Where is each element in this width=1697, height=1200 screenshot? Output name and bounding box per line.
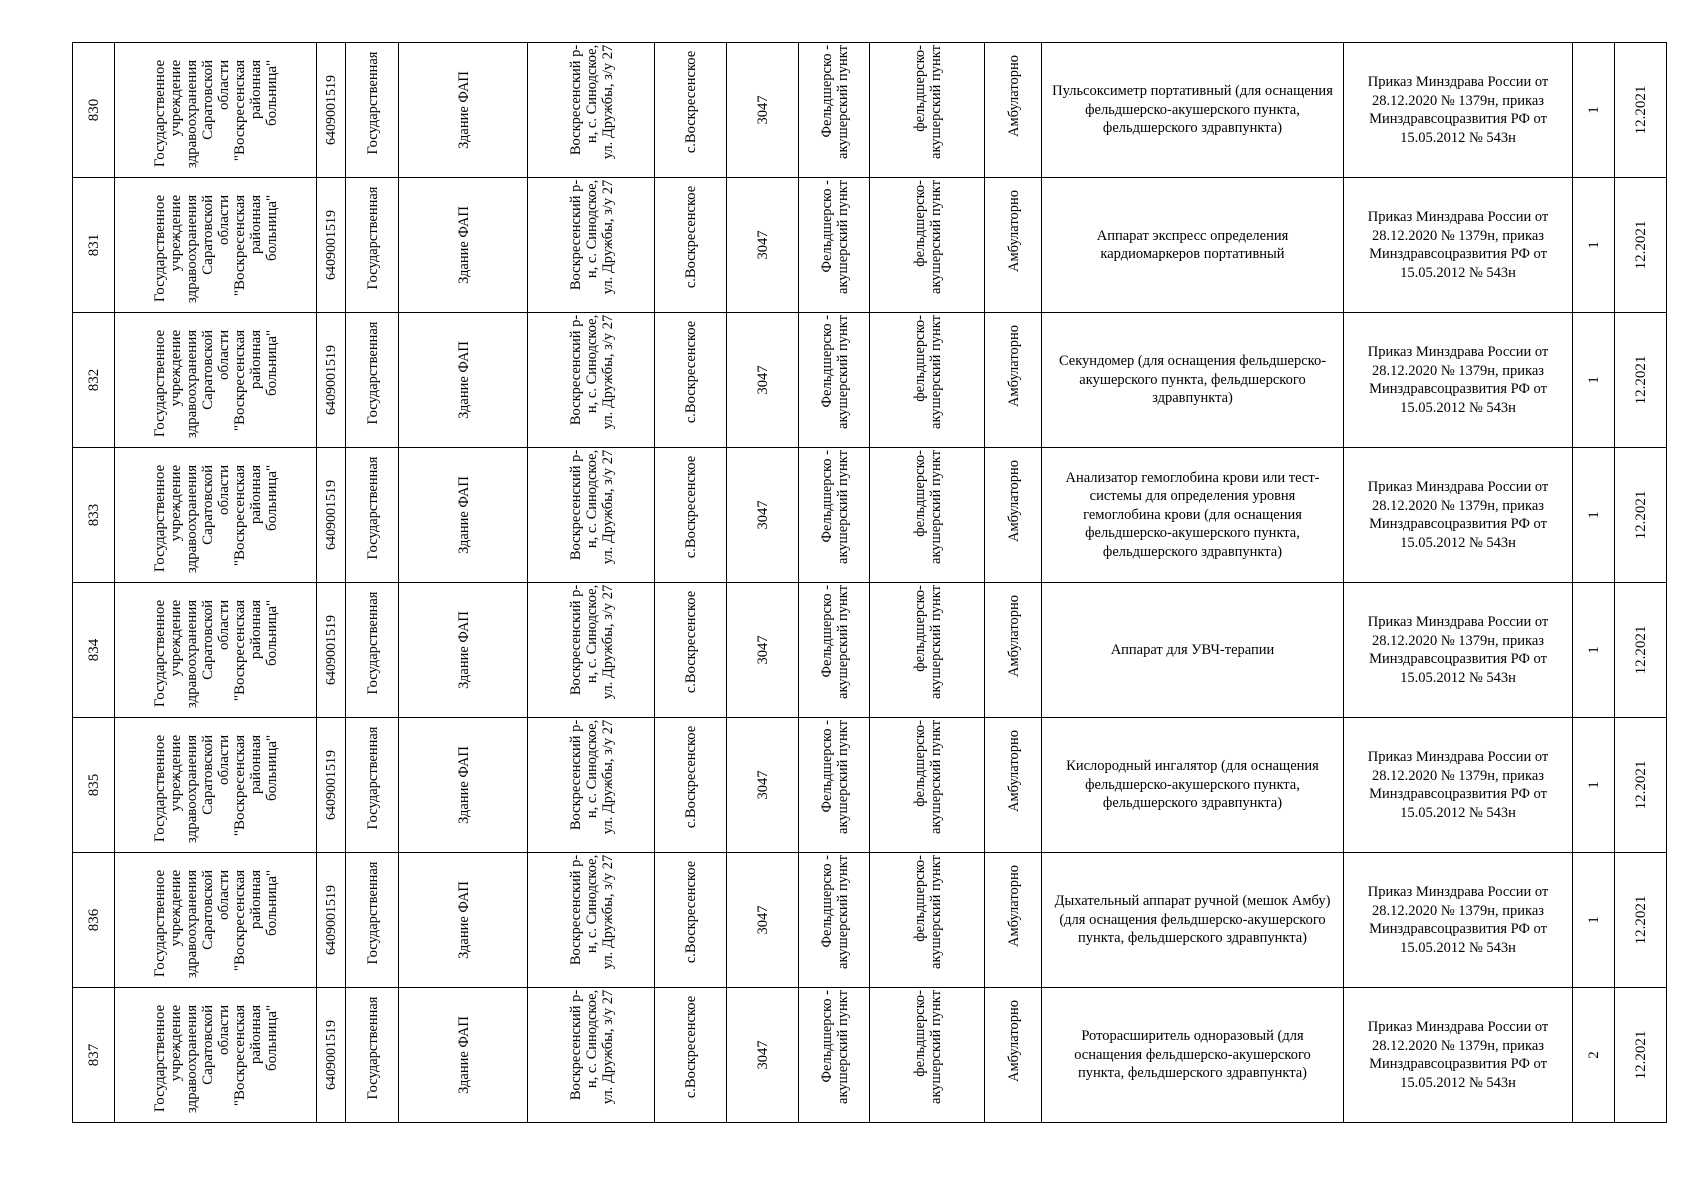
inn-cell-text: 6409001519 <box>323 345 339 415</box>
unit-name-cell-text: фельдшерско- акушерский пункт <box>911 315 944 429</box>
equipment-cell-text: Анализатор гемоглобина крови или тест-системы для определения уровня гемоглобина крови (для оснащения фельдшерско-акушерского пункта, фельдшерского здравпункта) <box>1065 469 1320 560</box>
quantity-cell <box>1573 988 1615 1123</box>
ownership-cell-text: Государственная <box>364 321 381 424</box>
date-cell <box>1615 988 1667 1123</box>
code-cell <box>727 313 799 448</box>
unit-type-cell-text: Фельдшерско - акушерский пункт <box>818 855 851 969</box>
code-cell-text: 3047 <box>755 365 771 395</box>
address-cell <box>528 313 655 448</box>
care-type-cell <box>985 43 1042 178</box>
address-cell-text: Воскресенский р- н, с. Синодское, ул. Дружбы, з/у 27 <box>567 719 616 835</box>
quantity-cell-text: 1 <box>1586 781 1602 789</box>
address-cell-text: Воскресенский р- н, с. Синодское, ул. Дружбы, з/у 27 <box>567 584 616 700</box>
row-number-cell <box>73 43 115 178</box>
locality-cell <box>655 313 727 448</box>
equipment-cell-text: Аппарат экспресс определения кардиомаркеров портативный <box>1096 227 1289 262</box>
quantity-cell-text: 1 <box>1586 106 1602 114</box>
equipment-cell <box>1042 448 1344 583</box>
address-cell <box>528 448 655 583</box>
care-type-cell <box>985 583 1042 718</box>
quantity-cell-text: 2 <box>1586 1051 1602 1059</box>
table-row <box>73 988 1667 1123</box>
building-cell-text: Здание ФАП <box>455 746 472 824</box>
unit-type-cell <box>799 583 870 718</box>
address-cell-text: Воскресенский р- н, с. Синодское, ул. Дружбы, з/у 27 <box>567 854 616 970</box>
table-row <box>73 718 1667 853</box>
unit-type-cell <box>799 853 870 988</box>
code-cell-text: 3047 <box>755 635 771 665</box>
equipment-cell <box>1042 178 1344 313</box>
date-cell-text: 12.2021 <box>1633 355 1649 405</box>
equipment-cell <box>1042 988 1344 1123</box>
care-type-cell <box>985 313 1042 448</box>
organization-cell <box>115 313 317 448</box>
address-cell-text: Воскресенский р- н, с. Синодское, ул. Дружбы, з/у 27 <box>567 179 616 295</box>
unit-name-cell-text: фельдшерско- акушерский пункт <box>911 45 944 159</box>
regulation-cell-text: Приказ Минздрава России от 28.12.2020 № 1379н, приказ Минздравсоцразвития РФ от 15.05.2012 № 543н <box>1367 614 1549 686</box>
date-cell-text: 12.2021 <box>1633 760 1649 810</box>
date-cell-text: 12.2021 <box>1633 490 1649 540</box>
unit-type-cell-text: Фельдшерско - акушерский пункт <box>818 315 851 429</box>
ownership-cell <box>346 988 399 1123</box>
date-cell-text: 12.2021 <box>1633 895 1649 945</box>
date-cell <box>1615 313 1667 448</box>
organization-cell <box>115 43 317 178</box>
locality-cell <box>655 853 727 988</box>
unit-name-cell <box>870 583 985 718</box>
unit-type-cell-text: Фельдшерско - акушерский пункт <box>818 720 851 834</box>
inn-cell-text: 6409001519 <box>323 210 339 280</box>
address-cell <box>528 43 655 178</box>
locality-cell-text: с.Воскресенское <box>683 860 699 964</box>
ownership-cell <box>346 313 399 448</box>
equipment-cell-text: Роторасширитель одноразовый (для оснащения фельдшерско-акушерского пункта, фельдшерского здравпункта) <box>1074 1028 1311 1082</box>
equipment-cell-text: Дыхательный аппарат ручной (мешок Амбу) (для оснащения фельдшерско-акушерского пункта, фельдшерского здравпункта) <box>1054 893 1331 947</box>
ownership-cell-text: Государственная <box>364 456 381 559</box>
row-number-cell-text: 835 <box>86 773 102 797</box>
quantity-cell-text: 1 <box>1586 376 1602 384</box>
unit-type-cell <box>799 988 870 1123</box>
ownership-cell-text: Государственная <box>364 591 381 694</box>
inn-cell-text: 6409001519 <box>323 750 339 820</box>
inn-cell <box>317 583 346 718</box>
equipment-cell-text: Секундомер (для оснащения фельдшерско-акушерского пункта, фельдшерского здравпункта) <box>1058 353 1327 407</box>
unit-type-cell <box>799 178 870 313</box>
date-cell <box>1615 718 1667 853</box>
row-number-cell <box>73 583 115 718</box>
care-type-cell <box>985 448 1042 583</box>
code-cell <box>727 988 799 1123</box>
inn-cell-text: 6409001519 <box>323 885 339 955</box>
inn-cell-text: 6409001519 <box>323 615 339 685</box>
equipment-cell <box>1042 43 1344 178</box>
organization-cell <box>115 178 317 313</box>
address-cell-text: Воскресенский р- н, с. Синодское, ул. Дружбы, з/у 27 <box>567 449 616 565</box>
unit-name-cell-text: фельдшерско- акушерский пункт <box>911 990 944 1104</box>
unit-name-cell-text: фельдшерско- акушерский пункт <box>911 450 944 564</box>
code-cell-text: 3047 <box>755 500 771 530</box>
regulation-cell <box>1344 43 1573 178</box>
inn-cell <box>317 43 346 178</box>
regulation-cell <box>1344 583 1573 718</box>
organization-cell <box>115 583 317 718</box>
ownership-cell <box>346 448 399 583</box>
care-type-cell-text: Амбулаторно <box>1005 459 1022 543</box>
code-cell-text: 3047 <box>755 770 771 800</box>
unit-name-cell <box>870 718 985 853</box>
locality-cell-text: с.Воскресенское <box>683 320 699 424</box>
date-cell <box>1615 178 1667 313</box>
row-number-cell-text: 830 <box>86 98 102 122</box>
code-cell <box>727 178 799 313</box>
unit-name-cell <box>870 853 985 988</box>
building-cell <box>399 583 528 718</box>
organization-cell-text: Государственное учреждение здравоохранения Саратовской области "Воскресенская районная больница" <box>152 869 280 979</box>
organization-cell <box>115 988 317 1123</box>
regulation-cell <box>1344 988 1573 1123</box>
date-cell-text: 12.2021 <box>1633 1030 1649 1080</box>
row-number-cell <box>73 178 115 313</box>
care-type-cell <box>985 853 1042 988</box>
address-cell <box>528 853 655 988</box>
quantity-cell-text: 1 <box>1586 511 1602 519</box>
code-cell <box>727 43 799 178</box>
code-cell <box>727 448 799 583</box>
unit-name-cell <box>870 313 985 448</box>
organization-cell-text: Государственное учреждение здравоохранения Саратовской области "Воскресенская районная больница" <box>152 734 280 844</box>
code-cell <box>727 718 799 853</box>
date-cell <box>1615 43 1667 178</box>
ownership-cell <box>346 853 399 988</box>
table-row <box>73 178 1667 313</box>
unit-type-cell-text: Фельдшерско - акушерский пункт <box>818 45 851 159</box>
row-number-cell <box>73 718 115 853</box>
address-cell <box>528 718 655 853</box>
care-type-cell-text: Амбулаторно <box>1005 189 1022 273</box>
locality-cell <box>655 178 727 313</box>
regulation-cell-text: Приказ Минздрава России от 28.12.2020 № 1379н, приказ Минздравсоцразвития РФ от 15.05.2012 № 543н <box>1367 1019 1549 1091</box>
unit-type-cell-text: Фельдшерско - акушерский пункт <box>818 585 851 699</box>
code-cell-text: 3047 <box>755 95 771 125</box>
quantity-cell <box>1573 448 1615 583</box>
inn-cell <box>317 853 346 988</box>
inn-cell-text: 6409001519 <box>323 1020 339 1090</box>
ownership-cell <box>346 718 399 853</box>
care-type-cell-text: Амбулаторно <box>1005 729 1022 813</box>
locality-cell-text: с.Воскресенское <box>683 455 699 559</box>
regulation-cell <box>1344 313 1573 448</box>
unit-name-cell <box>870 43 985 178</box>
equipment-cell-text: Пульсоксиметр портативный (для оснащения фельдшерско-акушерского пункта, фельдшерского здравпункта) <box>1052 83 1333 137</box>
unit-type-cell <box>799 43 870 178</box>
building-cell <box>399 178 528 313</box>
row-number-cell-text: 832 <box>86 368 102 392</box>
address-cell-text: Воскресенский р- н, с. Синодское, ул. Дружбы, з/у 27 <box>567 989 616 1105</box>
quantity-cell <box>1573 718 1615 853</box>
ownership-cell-text: Государственная <box>364 51 381 154</box>
date-cell-text: 12.2021 <box>1633 625 1649 675</box>
address-cell-text: Воскресенский р- н, с. Синодское, ул. Дружбы, з/у 27 <box>567 44 616 160</box>
ownership-cell-text: Государственная <box>364 186 381 289</box>
ownership-cell-text: Государственная <box>364 726 381 829</box>
regulation-cell-text: Приказ Минздрава России от 28.12.2020 № 1379н, приказ Минздравсоцразвития РФ от 15.05.2012 № 543н <box>1367 344 1549 416</box>
inn-cell <box>317 988 346 1123</box>
code-cell <box>727 583 799 718</box>
unit-name-cell <box>870 178 985 313</box>
building-cell-text: Здание ФАП <box>455 611 472 689</box>
inn-cell <box>317 313 346 448</box>
table-row <box>73 43 1667 178</box>
quantity-cell <box>1573 853 1615 988</box>
locality-cell-text: с.Воскресенское <box>683 50 699 154</box>
row-number-cell <box>73 313 115 448</box>
organization-cell <box>115 448 317 583</box>
unit-type-cell <box>799 448 870 583</box>
organization-cell-text: Государственное учреждение здравоохранения Саратовской области "Воскресенская районная больница" <box>152 329 280 439</box>
date-cell <box>1615 448 1667 583</box>
regulation-cell-text: Приказ Минздрава России от 28.12.2020 № 1379н, приказ Минздравсоцразвития РФ от 15.05.2012 № 543н <box>1367 884 1549 956</box>
row-number-cell-text: 837 <box>86 1043 102 1067</box>
locality-cell-text: с.Воскресенское <box>683 995 699 1099</box>
locality-cell <box>655 988 727 1123</box>
building-cell <box>399 43 528 178</box>
care-type-cell <box>985 718 1042 853</box>
regulation-cell-text: Приказ Минздрава России от 28.12.2020 № 1379н, приказ Минздравсоцразвития РФ от 15.05.2012 № 543н <box>1367 209 1549 281</box>
locality-cell-text: с.Воскресенское <box>683 590 699 694</box>
unit-name-cell-text: фельдшерско- акушерский пункт <box>911 180 944 294</box>
row-number-cell-text: 833 <box>86 503 102 527</box>
quantity-cell <box>1573 43 1615 178</box>
organization-cell-text: Государственное учреждение здравоохранения Саратовской области "Воскресенская районная больница" <box>152 464 280 574</box>
unit-name-cell-text: фельдшерско- акушерский пункт <box>911 585 944 699</box>
unit-type-cell-text: Фельдшерско - акушерский пункт <box>818 450 851 564</box>
organization-cell-text: Государственное учреждение здравоохранения Саратовской области "Воскресенская районная больница" <box>152 1004 280 1114</box>
locality-cell <box>655 43 727 178</box>
ownership-cell <box>346 178 399 313</box>
building-cell-text: Здание ФАП <box>455 341 472 419</box>
care-type-cell <box>985 178 1042 313</box>
row-number-cell-text: 831 <box>86 233 102 257</box>
address-cell-text: Воскресенский р- н, с. Синодское, ул. Дружбы, з/у 27 <box>567 314 616 430</box>
inn-cell <box>317 448 346 583</box>
unit-type-cell-text: Фельдшерско - акушерский пункт <box>818 180 851 294</box>
code-cell-text: 3047 <box>755 1040 771 1070</box>
row-number-cell-text: 836 <box>86 908 102 932</box>
care-type-cell-text: Амбулаторно <box>1005 594 1022 678</box>
regulation-cell <box>1344 178 1573 313</box>
code-cell-text: 3047 <box>755 230 771 260</box>
equipment-cell-text: Кислородный ингалятор (для оснащения фельдшерско-акушерского пункта, фельдшерского здравпункта) <box>1066 758 1319 812</box>
inn-cell-text: 6409001519 <box>323 75 339 145</box>
address-cell <box>528 583 655 718</box>
unit-name-cell-text: фельдшерско- акушерский пункт <box>911 855 944 969</box>
table-row <box>73 853 1667 988</box>
organization-cell <box>115 853 317 988</box>
care-type-cell <box>985 988 1042 1123</box>
date-cell <box>1615 583 1667 718</box>
unit-type-cell <box>799 313 870 448</box>
care-type-cell-text: Амбулаторно <box>1005 54 1022 138</box>
regulation-cell-text: Приказ Минздрава России от 28.12.2020 № 1379н, приказ Минздравсоцразвития РФ от 15.05.2012 № 543н <box>1367 749 1549 821</box>
building-cell-text: Здание ФАП <box>455 71 472 149</box>
organization-cell-text: Государственное учреждение здравоохранения Саратовской области "Воскресенская районная больница" <box>152 59 280 169</box>
quantity-cell-text: 1 <box>1586 241 1602 249</box>
equipment-cell-text: Аппарат для УВЧ-терапии <box>1110 641 1275 658</box>
equipment-cell <box>1042 583 1344 718</box>
quantity-cell-text: 1 <box>1586 916 1602 924</box>
building-cell-text: Здание ФАП <box>455 1016 472 1094</box>
regulation-cell <box>1344 718 1573 853</box>
locality-cell-text: с.Воскресенское <box>683 185 699 289</box>
equipment-cell <box>1042 313 1344 448</box>
row-number-cell-text: 834 <box>86 638 102 662</box>
ownership-cell <box>346 43 399 178</box>
building-cell <box>399 448 528 583</box>
table-row <box>73 583 1667 718</box>
regulation-cell-text: Приказ Минздрава России от 28.12.2020 № 1379н, приказ Минздравсоцразвития РФ от 15.05.2012 № 543н <box>1367 74 1549 146</box>
building-cell-text: Здание ФАП <box>455 476 472 554</box>
code-cell <box>727 853 799 988</box>
inn-cell <box>317 718 346 853</box>
building-cell <box>399 853 528 988</box>
unit-name-cell <box>870 448 985 583</box>
row-number-cell <box>73 853 115 988</box>
quantity-cell <box>1573 178 1615 313</box>
care-type-cell-text: Амбулаторно <box>1005 999 1022 1083</box>
building-cell <box>399 313 528 448</box>
date-cell-text: 12.2021 <box>1633 220 1649 270</box>
quantity-cell <box>1573 313 1615 448</box>
unit-type-cell-text: Фельдшерско - акушерский пункт <box>818 990 851 1104</box>
table-row <box>73 448 1667 583</box>
ownership-cell-text: Государственная <box>364 996 381 1099</box>
inn-cell-text: 6409001519 <box>323 480 339 550</box>
regulation-cell <box>1344 853 1573 988</box>
quantity-cell <box>1573 583 1615 718</box>
date-cell-text: 12.2021 <box>1633 85 1649 135</box>
organization-cell-text: Государственное учреждение здравоохранения Саратовской области "Воскресенская районная больница" <box>152 194 280 304</box>
organization-cell-text: Государственное учреждение здравоохранения Саратовской области "Воскресенская районная больница" <box>152 599 280 709</box>
locality-cell <box>655 718 727 853</box>
regulation-cell <box>1344 448 1573 583</box>
row-number-cell <box>73 988 115 1123</box>
equipment-cell <box>1042 718 1344 853</box>
locality-cell <box>655 583 727 718</box>
inn-cell <box>317 178 346 313</box>
locality-cell-text: с.Воскресенское <box>683 725 699 829</box>
unit-name-cell <box>870 988 985 1123</box>
quantity-cell-text: 1 <box>1586 646 1602 654</box>
row-number-cell <box>73 448 115 583</box>
address-cell <box>528 988 655 1123</box>
building-cell-text: Здание ФАП <box>455 881 472 959</box>
equipment-table <box>72 42 1667 1123</box>
address-cell <box>528 178 655 313</box>
ownership-cell-text: Государственная <box>364 861 381 964</box>
ownership-cell <box>346 583 399 718</box>
date-cell <box>1615 853 1667 988</box>
equipment-cell <box>1042 853 1344 988</box>
locality-cell <box>655 448 727 583</box>
code-cell-text: 3047 <box>755 905 771 935</box>
organization-cell <box>115 718 317 853</box>
unit-type-cell <box>799 718 870 853</box>
unit-name-cell-text: фельдшерско- акушерский пункт <box>911 720 944 834</box>
care-type-cell-text: Амбулаторно <box>1005 864 1022 948</box>
care-type-cell-text: Амбулаторно <box>1005 324 1022 408</box>
building-cell <box>399 718 528 853</box>
table-row <box>73 313 1667 448</box>
building-cell-text: Здание ФАП <box>455 206 472 284</box>
regulation-cell-text: Приказ Минздрава России от 28.12.2020 № 1379н, приказ Минздравсоцразвития РФ от 15.05.2012 № 543н <box>1367 479 1549 551</box>
building-cell <box>399 988 528 1123</box>
